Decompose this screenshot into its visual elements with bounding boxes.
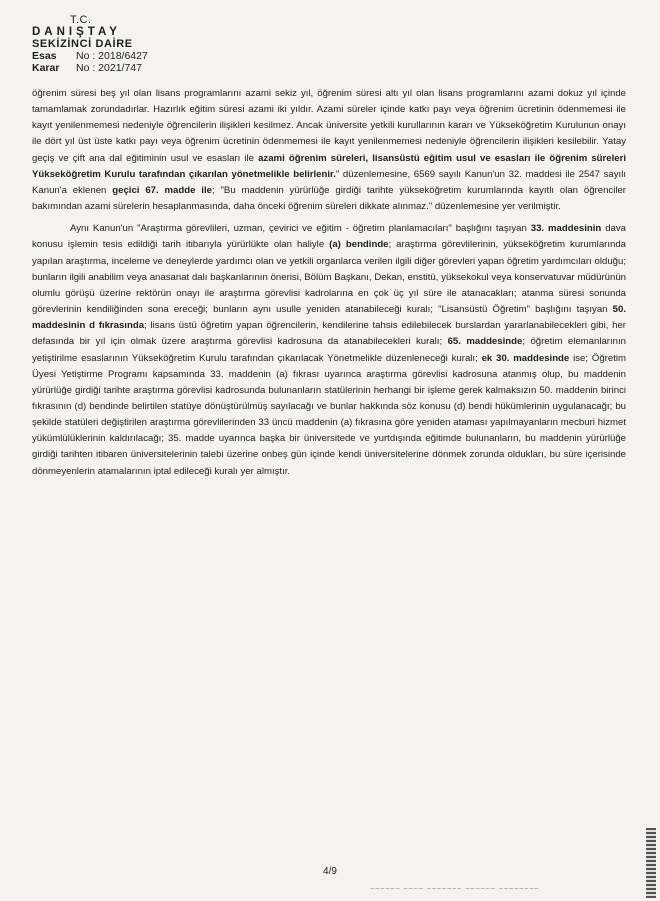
court-name: DANIŞTAY: [32, 26, 121, 38]
page-number: 4/9: [323, 866, 337, 877]
bold-text-run: (a) bendinde: [329, 239, 389, 251]
text-run: Aynı Kanun'un "Araştırma görevlileri, uzman, çevirici ve eğitim - öğretim planlamacıları" başlığını taşıyan: [70, 223, 531, 235]
karar-number: No : 2021/747: [76, 62, 142, 74]
republic-abbrev: T.C.: [70, 14, 92, 26]
document-header: [32, 14, 148, 74]
paragraph: [32, 221, 626, 480]
bold-text-run: 33. maddesinin: [530, 223, 602, 235]
text-run: ; öğretim elemanlarının yetiştirilme esaslarının Yükseköğretim Kurulu tarafından çıkarılacak Yönetmelikle düzenleneceği kuralı;: [32, 336, 626, 364]
footer-illegible-marks: ~~~~~~ ~~~~ ~~~~~~~ ~~~~~~ ~~~~~~~~: [370, 886, 540, 893]
esas-number: No : 2018/6427: [76, 50, 148, 62]
text-run: öğrenim süresi beş yıl olan lisans programlarını azami sekiz yıl, öğrenim süresi altı yıl olan lisans programlarını azami dokuz yıl içinde tamamlamak zorundadırlar. Hazırlık eğitim süresi azami iki yıldır. Azami süreler içinde katkı payı veya öğrenim ücretinin ödenmemesi ile kayıt yenilenmemesi nedeniyle öğrencilerin ilişikleri kesilmez. Ancak üniversite yetkili kurullarının kararı ve Yükseköğretim Kurulunun onayı ile dört yıl üst üste katkı payı veya öğrenim ücretinin ödenmemesi ile kayıt yenilenmemesi nedeniyle öğrencilerin ilişikleri kesilebilir. Yatay geçiş ve çift ana dal eğitiminin usul ve esasları ile: [32, 88, 626, 164]
bold-text-run: azami öğrenim süreleri, lisansüstü eğitim usul ve esasları ile öğrenim süreleri Yükseköğretim Kurulu tarafından çıkarılan yönetmelikle belirlenir.: [32, 152, 626, 180]
karar-row: [32, 62, 148, 74]
bold-text-run: 50. maddesinin d fıkrasında: [32, 304, 626, 332]
bold-text-run: 65. maddesinde: [447, 336, 523, 348]
text-run: dava konusu işlemin tesis edildiği tarih itibarıyla yürürlükte olan haliyle: [32, 223, 627, 251]
esas-label: Esas: [32, 50, 57, 62]
department-name: SEKİZİNCİ DAİRE: [32, 38, 133, 50]
bold-text-run: ek 30. maddesinde: [481, 352, 570, 364]
barcode-stamp: [646, 828, 656, 898]
text-run: ; araştırma görevlilerinin, yükseköğretim kurumlarında yapılan araştırma, inceleme ve deneylerde yardımcı olan ve yetkili organlarca verilen ilgili diğer görevleri yapan öğretim yardımcıları olduğu; bunların ilgili anabilim veya anasanat dalı başkanlarının önerisi, Bölüm Başkanı, Dekan, enstitü, yüksekokul veya konservatuvar müdürünün olumlu görüşü üzerine rektörün onayı ile araştırma görevlisi kadrolarına en çok üç yıl süre ile atanacakları; atanma süresi sonunda görevlerinin kendiliğinden sona ereceği; bunların aynı usulle yeniden atanabileceği kuralı; "Lisansüstü Öğretim" başlığını taşıyan: [32, 239, 627, 316]
text-run: ; "Bu maddenin yürürlüğe girdiği tarihte yükseköğretim kurumlarında kayıtlı olan öğrenciler bakımından azami sürelerin hesaplanmasında, daha önceki öğrenim süreleri dikkate alınmaz." düzenlemesine yer verilmiştir.: [32, 184, 626, 213]
text-run: ; lisans üstü öğretim yapan öğrencilerin, kendilerine tahsis edilebilecek burslardan yararlanabilecekleri gibi, her defasında bir yıl için olmak üzere araştırma görevlisi kadrosuna da atanabilecekleri kuralı;: [32, 320, 626, 348]
text-run: ise; Öğretim Üyesi Yetiştirme Programı kapsamında 33. maddenin (a) fıkrası uyarınca araştırma görevlisi kadrosuna atanmış olup, bu maddenin yürürlüğe girdiği tarihte araştırma görevlisi kadrosunda bulunanların statülerinin herhangi bir işleme gerek kalmaksızın 50. maddenin birinci fıkrasının (d) bendinde belirtilen statüye dönüştürülmüş sayılacağı ve bunlar hakkında söz konusu (d) bendi hükümlerinin uygulanacağı; bu şekilde statüleri değiştirilen araştırma görevlilerinden 33 üncü maddenin (a) fıkrasına göre yeniden ataması yapılmayanların mecburi hizmet yükümlülüklerinin kaldırılacağı; 35. madde uyarınca başka bir üniversitede ve yurtdışında eğitimde bulunanların, bu maddenin yürürlüğe girdiği tarihten itibaren üniversitelerinin talebi üzerine onbeş gün içinde kendi üniversitelerine dönmek zorunda oldukları, bu süre içerisinde dönmeyenlerin atamalarının iptal edileceği kuralı yer almıştır.: [32, 352, 626, 477]
document-body: [32, 86, 626, 480]
esas-row: [32, 50, 148, 62]
karar-label: Karar: [32, 62, 60, 74]
paragraph: [32, 86, 626, 215]
bold-text-run: geçici 67. madde ile: [112, 184, 212, 196]
text-run: " düzenlemesine, 6569 sayılı Kanun'un 32. maddesi ile 2547 sayılı Kanun'a eklenen: [32, 168, 626, 196]
